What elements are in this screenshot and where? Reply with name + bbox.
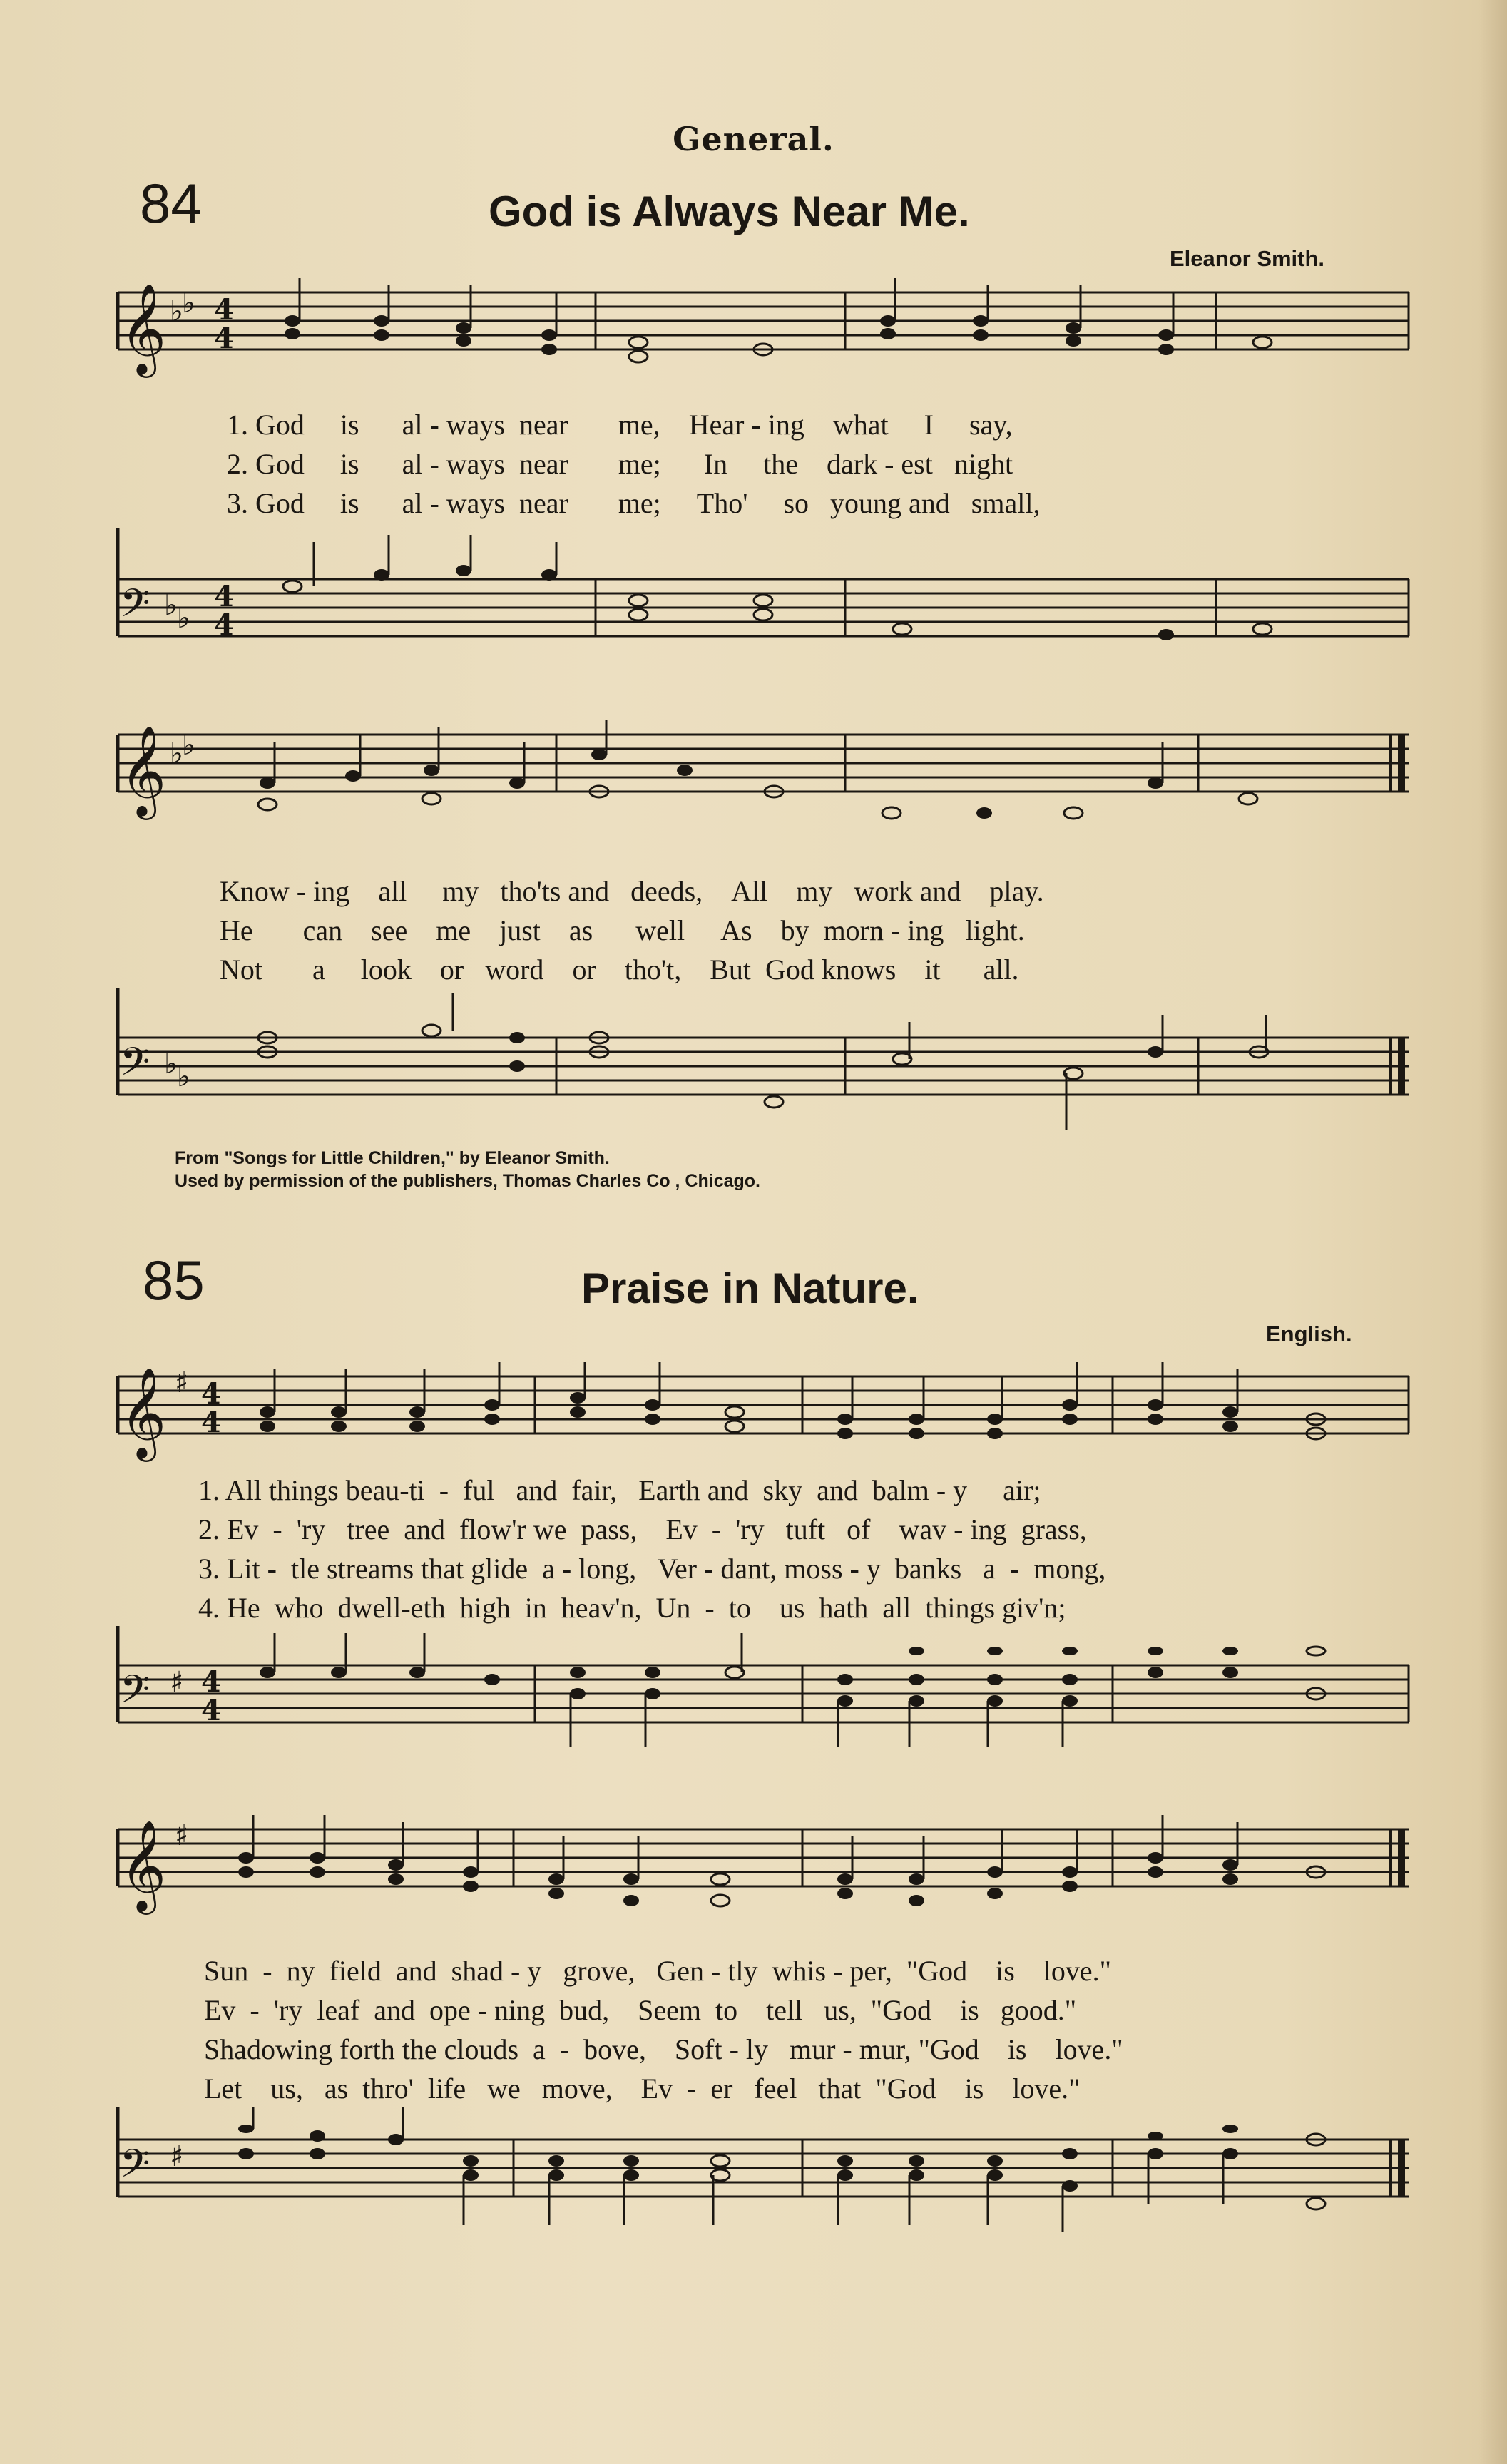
lyric-line-85-2-2: Ev - 'ry leaf and ope - ning bud, Seem to tell us, "God is good.": [204, 1994, 1077, 2026]
lyric-line-85-2-4: Let us, as thro' life we move, Ev - er feel that "God is love.": [204, 2072, 1081, 2105]
svg-text:♭: ♭: [182, 729, 195, 762]
svg-text:♭: ♭: [170, 295, 183, 328]
svg-text:4: 4: [214, 608, 234, 642]
lyric-line-84-2-2: He can see me just as well As by morn - ing light.: [220, 914, 1025, 946]
svg-text:𝄢: 𝄢: [120, 581, 150, 635]
lyric-line-84-1-1: 1. God is al - ways near me, Hear - ing what I say,: [227, 409, 1013, 441]
svg-text:4: 4: [214, 322, 234, 355]
svg-text:♭: ♭: [164, 1048, 178, 1080]
svg-text:♭: ♭: [182, 287, 195, 319]
section-header: General.: [673, 120, 834, 158]
hymn-title: Praise in Nature.: [581, 1264, 919, 1312]
svg-text:𝄞: 𝄞: [120, 1366, 167, 1458]
hymn-number: 85: [143, 1249, 205, 1312]
hymn-composer: Eleanor Smith.: [1170, 246, 1325, 271]
lyric-line-85-1-3: 3. Lit - tle streams that glide a - long, Ver - dant, moss - y banks a - mong,: [198, 1553, 1106, 1585]
lyric-line-85-1-1: 1. All things beau-ti - ful and fair, Earth and sky and balm - y air;: [198, 1474, 1041, 1506]
svg-text:4: 4: [201, 1377, 221, 1411]
lyric-line-84-2-3: Not a look or word or tho't, But God knows it all.: [220, 954, 1019, 986]
treble-staff: [0, 1815, 1507, 1915]
lyric-line-84-2-1: Know - ing all my tho'ts and deeds, All my work and play.: [220, 875, 1044, 907]
svg-text:𝄢: 𝄢: [120, 1667, 150, 1722]
svg-text:♯: ♯: [170, 1666, 184, 1699]
hymn-title: God is Always Near Me.: [489, 188, 970, 235]
treble-staff: [0, 1362, 1507, 1462]
lyric-line-84-1-3: 3. God is al - ways near me; Tho' so young and small,: [227, 487, 1041, 519]
lyric-line-85-1-4: 4. He who dwell-eth high in heav'n, Un - to us hath all things giv'n;: [198, 1592, 1066, 1624]
lyric-line-85-2-1: Sun - ny field and shad - y grove, Gen - tly whis - per, "God is love.": [204, 1955, 1111, 1987]
hymn-composer: English.: [1266, 1322, 1352, 1346]
hymn-number: 84: [140, 172, 202, 235]
lyric-line-84-1-2: 2. God is al - ways near me; In the dark - est night: [227, 448, 1013, 480]
svg-text:♭: ♭: [170, 737, 183, 770]
svg-text:𝄢: 𝄢: [120, 1039, 150, 1094]
svg-text:♯: ♯: [175, 1366, 189, 1399]
treble-staff: [0, 720, 1507, 820]
svg-text:4: 4: [201, 1665, 221, 1699]
lyric-line-85-2-3: Shadowing forth the clouds a - bove, Soft - ly mur - mur, "God is love.": [204, 2033, 1123, 2065]
credit-line: Used by permission of the publishers, Thomas Charles Co , Chicago.: [175, 1171, 760, 1191]
lyric-line-85-1-2: 2. Ev - 'ry tree and flow'r we pass, Ev - 'ry tuft of wav - ing grass,: [198, 1513, 1087, 1545]
credit-line: From "Songs for Little Children," by Eleanor Smith.: [175, 1148, 610, 1168]
svg-text:♯: ♯: [170, 2140, 184, 2173]
svg-text:4: 4: [201, 1694, 221, 1727]
svg-text:♭: ♭: [177, 1060, 190, 1093]
svg-text:♭: ♭: [177, 602, 190, 635]
svg-text:𝄞: 𝄞: [120, 1819, 167, 1911]
svg-text:4: 4: [201, 1406, 221, 1439]
bass-staff: [0, 1626, 1507, 1754]
treble-staff: [0, 278, 1507, 378]
svg-text:𝄞: 𝄞: [120, 725, 167, 816]
svg-text:4: 4: [214, 293, 234, 327]
bass-staff: [0, 528, 1507, 656]
svg-text:𝄞: 𝄞: [120, 282, 167, 374]
svg-text:4: 4: [214, 580, 234, 613]
svg-text:♭: ♭: [164, 589, 178, 622]
bass-staff: [0, 988, 1507, 1130]
bass-staff: [0, 2107, 1507, 2250]
svg-text:♯: ♯: [175, 1819, 189, 1852]
svg-text:𝄢: 𝄢: [120, 2141, 150, 2196]
